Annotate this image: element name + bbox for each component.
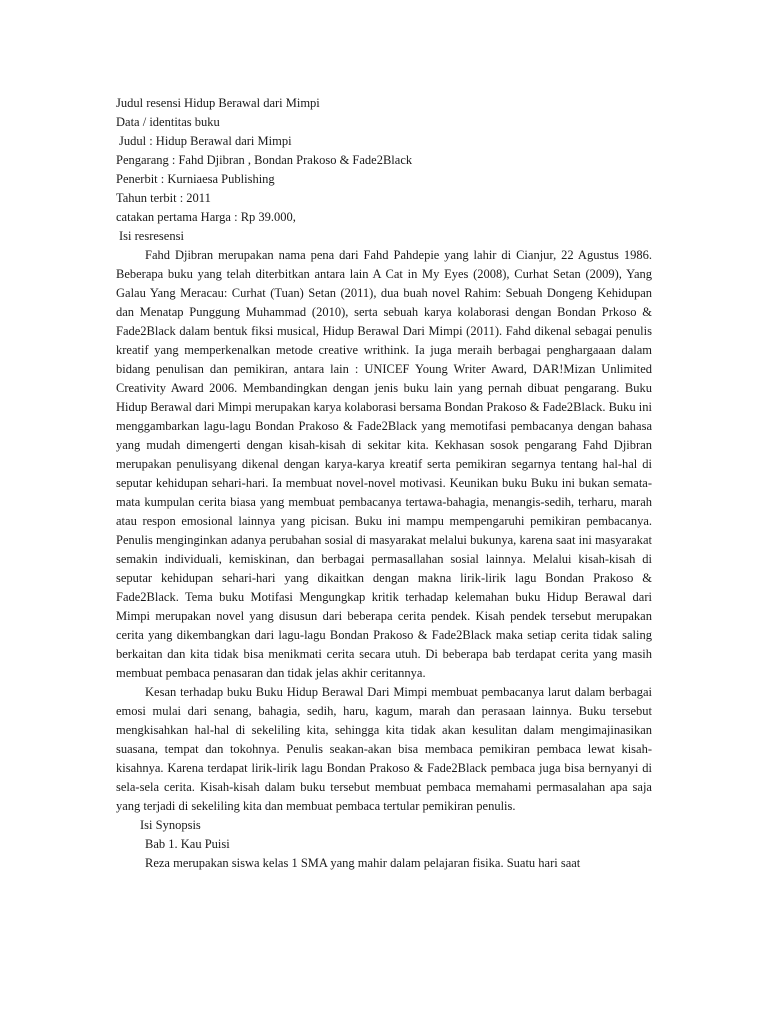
paragraph-chapter-1: Reza merupakan siswa kelas 1 SMA yang mahir dalam pelajaran fisika. Suatu hari saat — [145, 856, 581, 870]
author-line: Pengarang : Fahd Djibran , Bondan Prakoso & Fade2Black — [116, 153, 413, 167]
review-title: Judul resensi Hidup Berawal dari Mimpi — [116, 96, 320, 110]
document-page — [116, 94, 652, 873]
review-content-heading: Isi resresensi — [119, 229, 184, 243]
synopsis-heading: Isi Synopsis — [140, 818, 201, 832]
paragraph-impression: Kesan terhadap buku Buku Hidup Berawal Dari Mimpi membuat pembacanya larut dalam berbagai emosi mulai dari senang, bahagia, sedih, haru, kagum, marah dan perasaan lainnya. Buku tersebut mengkisahkan hal-hal di sekeliling kita, sehingga kita tidak akan kesulitan dalam mengimajinasikan suasana, tempat dan tokohnya. Penulis seakan-akan bisa membaca pemikiran pembaca lewat kisah-kisahnya. Karena terdapat lirik-lirik lagu Bondan Prakoso & Fade2Black pembaca juga bisa bernyanyi di sela-sela cerita. Kisah-kisah dalam buku tersebut membuat pembaca memahami permasalahan apa saja yang terjadi di sekeliling kita dan membuat pembaca tertular pemikiran penulis. — [116, 685, 652, 813]
price-line: catakan pertama Harga : Rp 39.000, — [116, 210, 296, 224]
chapter-heading: Bab 1. Kau Puisi — [145, 837, 230, 851]
publisher-line: Penerbit : Kurniaesa Publishing — [116, 172, 275, 186]
year-line: Tahun terbit : 2011 — [116, 191, 211, 205]
book-title-line: Judul : Hidup Berawal dari Mimpi — [119, 134, 292, 148]
book-data-heading: Data / identitas buku — [116, 115, 220, 129]
paragraph-author-profile: Fahd Djibran merupakan nama pena dari Fahd Pahdepie yang lahir di Cianjur, 22 Agustus 1986. Beberapa buku yang telah diterbitkan antara lain A Cat in My Eyes (2008), Curhat Setan (2009), Yang Galau Yang Meracau: Curhat (Tuan) Setan (2011), dua buah novel Rahim: Sebuah Dongeng Kehidupan dan Menatap Punggung Muhammad (2010), serta sebuah karya kolaborasi dengan Bondan Prkoso & Fade2Black dalam bentuk fiksi musical, Hidup Berawal Dari Mimpi (2011). Fahd dikenal sebagai penulis kreatif yang memperkenalkan metode creative writhink. Ia juga meraih berbagai penghargaaan dalam bidang penulisan dan pemikiran, antara lain : UNICEF Young Writer Award, DAR!Mizan Unlimited Creativity Award 2006. Membandingkan dengan jenis buku lain yang pernah dibuat pengarang. Buku Hidup Berawal dari Mimpi merupakan karya kolaborasi bersama Bondan Prakoso & Fade2Black. Buku ini menggambarkan lagu-lagu Bondan Prakoso & Fade2Black yang memotifasi pembacanya dengan bahasa yang mudah dimengerti dengan kisah-kisah di sekitar kita. Kekhasan sosok pengarang Fahd Djibran merupakan penulisyang dikenal dengan karya-karya kreatif serta pemikiran segarnya tentang hal-hal di seputar kehidupan sehari-hari. Ia membuat novel-novel motivasi. Keunikan buku Buku ini bukan semata-mata kumpulan cerita biasa yang membuat pembacanya tertawa-bahagia, menangis-sedih, terharu, marah atau respon emosional lainnya yang picisan. Buku ini mampu mempengaruhi pemikiran pembacanya. Penulis menginginkan adanya perubahan sosial di masyarakat melalui bukunya, karena saat ini masyarakat semakin individuali, kemiskinan, dan berbagai permasallahan sosial lainnya. Melalui kisah-kisah di seputar kehidupan sehari-hari yang dikaitkan dengan makna lirik-lirik lagu Bondan Prakoso & Fade2Black. Tema buku Motifasi Mengungkap kritik terhadap kelemahan buku Hidup Berawal dari Mimpi merupakan novel yang disusun dari beberapa cerita pendek. Kisah pendek tersebut merupakan cerita yang dikembangkan dari lagu-lagu Bondan Prakoso & Fade2Black maka setiap cerita tidak saling berkaitan dan kita tidak bisa menikmati cerita secara utuh. Di beberapa bab terdapat cerita yang masih membuat pembaca penasaran dan tidak jelas akhir ceritannya. — [116, 248, 652, 680]
